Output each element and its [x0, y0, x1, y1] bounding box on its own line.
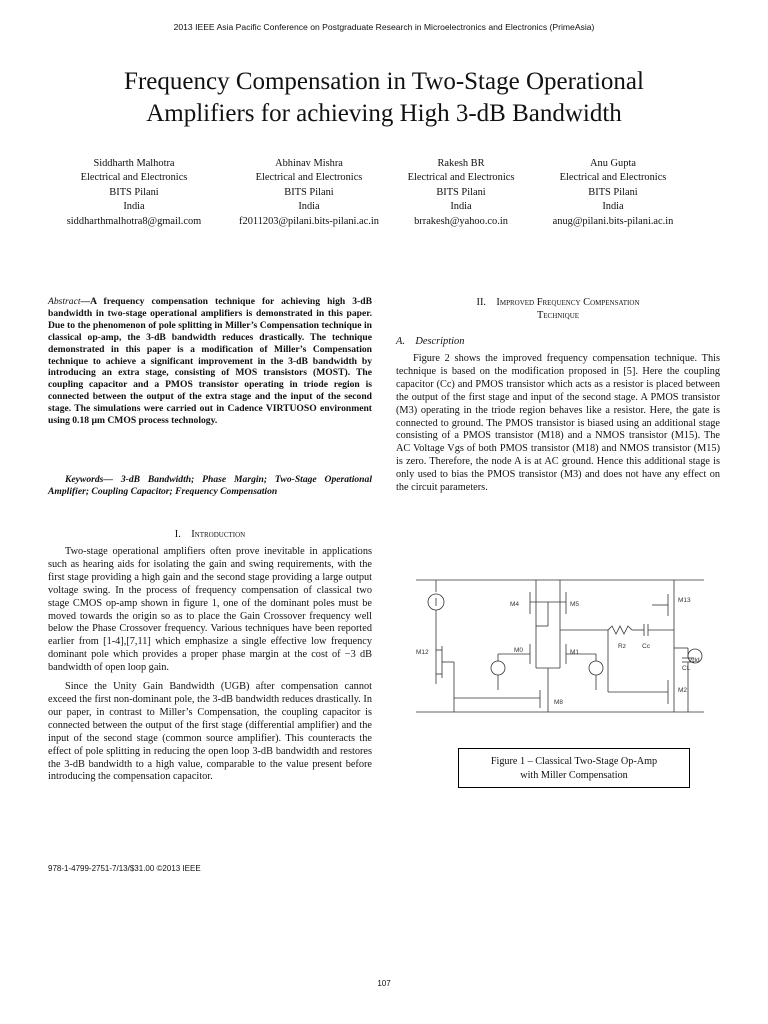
copyright-notice: 978-1-4799-2751-7/13/$31.00 ©2013 IEEE [48, 864, 201, 873]
caption-line-1: Figure 1 – Classical Two-Stage Op-Amp [490, 756, 658, 767]
page-number: 107 [377, 979, 391, 988]
label-m13: M13 [678, 597, 691, 604]
section-title: Introduction [191, 529, 246, 540]
author-2 [239, 157, 379, 229]
intro-paragraph-2: Since the Unity Gain Bandwidth (UGB) after compensation cannot exceed the first non-dominant pole, the 3-dB bandwidth reduces drastically. In our paper, in contrast to Miller’s Compensation, the coupling capacitor is connected between the output of the first stage (differential amplifier) and the input of the second stage (common source amplifier). This counteracts the effect of pole splitting in reducing the open loop 3-dB bandwidth and restores the 3-dB bandwidth to a high value, comparable to the value present before introducing the compensation capacitor. [48, 681, 372, 783]
label-rz: Rz [618, 643, 626, 650]
section-1-heading [48, 528, 372, 541]
title-line-2: Amplifiers for achieving High 3-dB Bandwidth [146, 100, 622, 127]
author-email: f2011203@pilani.bits-pilani.ac.in [239, 215, 379, 227]
subsection-label: A. [396, 336, 405, 347]
abstract-label: Abstract [48, 296, 81, 307]
author-dept: Electrical and Electronics [407, 172, 515, 184]
description-paragraph: Figure 2 shows the improved frequency compensation technique. This technique is based on the modification proposed in [5]. Here the coupling capacitor (Cc) and PMOS transistor which acts as a resistor is placed between the output of the first stage and input of the second stage. A PMOS transistor (M3) operating in the triode region behaves like a resistor. Here, the gate is connected to ground. The PMOS transistor is biased using an additional stage consisting of a PMOS transistor (M18) and a NMOS transistor (M15). The AC Voltage Vgs of both PMOS transistor (M18) and NMOS transistor (M15) is zero. Therefore, the node A is at AC ground. Hence this additional stage is only used to bias the PMOS transistor (M3) and does not have any effect on the circuit parameters. [396, 353, 720, 494]
label-m5: M5 [570, 601, 580, 608]
label-cl: CL [682, 665, 691, 672]
keywords-label: Keywords [65, 474, 104, 485]
section-2-heading [396, 296, 720, 322]
title-line-1: Frequency Compensation in Two-Stage Operational [124, 68, 644, 95]
author-country: India [123, 201, 145, 213]
keywords [48, 474, 372, 498]
author-org: BITS Pilani [284, 186, 334, 198]
author-country: India [602, 201, 624, 213]
author-dept: Electrical and Electronics [80, 172, 188, 184]
author-name: Siddharth Malhotra [93, 158, 175, 169]
section-title-line-2: Technique [536, 310, 580, 321]
author-org: BITS Pilani [588, 186, 638, 198]
keywords-text: — 3-dB Bandwidth; Phase Margin; Two-Stage Operational Amplifier; Coupling Capacitor; Frequency Compensation [48, 474, 372, 497]
label-m0: M0 [514, 647, 524, 654]
author-name: Rakesh BR [437, 158, 485, 169]
author-block [40, 157, 730, 237]
intro-body [48, 546, 372, 784]
section-number: I. [174, 529, 181, 540]
author-4 [553, 157, 674, 229]
author-country: India [298, 201, 320, 213]
conference-header: 2013 IEEE Asia Pacific Conference on Postgraduate Research in Microelectronics and Electronics (PrimeAsia) [173, 22, 595, 32]
label-vdd: Vdd [688, 657, 700, 664]
author-country: India [450, 201, 472, 213]
author-org: BITS Pilani [436, 186, 486, 198]
author-name: Anu Gupta [590, 158, 636, 169]
circuit-schematic [412, 572, 708, 730]
author-email: anug@pilani.bits-pilani.ac.in [552, 215, 674, 227]
label-m8: M8 [554, 699, 564, 706]
abstract-text: —A frequency compensation technique for achieving high 3-dB bandwidth in two-stage operational amplifiers is demonstrated in this paper. Due to the phenomenon of pole splitting in Miller’s Compensation technique in classical op-amp, the 3-dB bandwidth reduces drastically. The technique demonstrated in this paper is a modification of Miller’s Compensation technique to achieve a significant improvement in the 3-dB bandwidth by introducing an extra stage, consisting of MOS transistors (MOST). The coupling capacitor and a PMOS transistor operating in triode region is connected between the output of the extra stage and the input of the second stage. The simulations were carried out in Cadence VIRTUOSO environment using 0.18 µm CMOS process technology. [48, 296, 372, 427]
author-dept: Electrical and Electronics [255, 172, 363, 184]
author-name: Abhinav Mishra [275, 158, 343, 169]
paper-title [40, 66, 728, 130]
author-email: siddharthmalhotra8@gmail.com [66, 215, 202, 227]
section-title: Improved Frequency Compensation [496, 297, 640, 308]
intro-paragraph-1: Two-stage operational amplifiers often prove inevitable in applications such as hearing aids for isolating the gain and swing requirements, with the first stage providing a high gain and the second stage providing a large output voltage swing. In the process of frequency compensation of classical two stage CMOS op-amp shown in figure 1, one of the dominant poles must be moved towards the origin so as to place the Gain Crossover frequency well below the Phase Crossover frequency. Various techniques have been reported earlier from [1-4],[7,11] which emphasize a single effective low frequency dominant pole which provides a proper phase margin at the cost of −3 dB bandwidth of open loop gain. [48, 546, 372, 674]
caption-line-2: with Miller Compensation [520, 770, 628, 781]
label-cc: Cc [642, 643, 650, 650]
subsection-heading [396, 336, 720, 347]
author-email: brrakesh@yahoo.co.in [414, 215, 508, 227]
figure-1-caption [458, 748, 690, 788]
label-m4: M4 [510, 601, 520, 608]
section-number: II. [476, 297, 487, 308]
label-m12: M12 [416, 649, 429, 656]
abstract [48, 296, 372, 427]
author-org: BITS Pilani [109, 186, 159, 198]
label-m2: M2 [678, 687, 688, 694]
description-body [396, 353, 720, 495]
subsection-title: Description [415, 336, 465, 347]
label-m1: M1 [570, 649, 580, 656]
author-1 [67, 157, 202, 229]
author-3 [408, 157, 515, 229]
author-dept: Electrical and Electronics [559, 172, 667, 184]
